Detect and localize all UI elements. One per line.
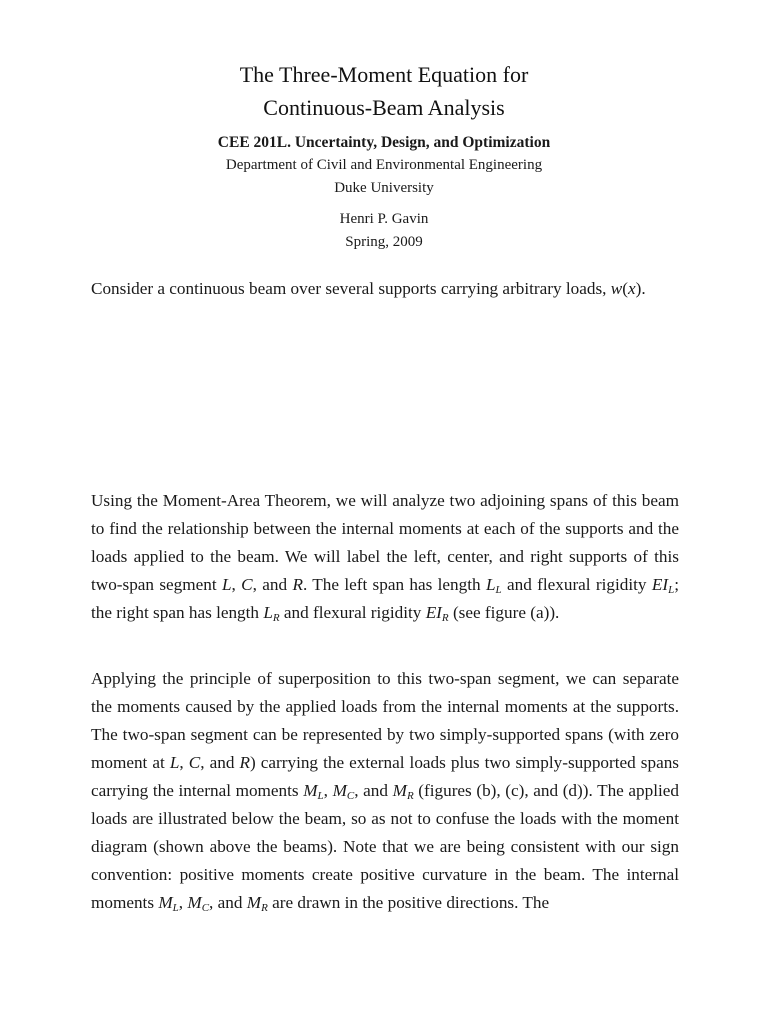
math-subscript: C	[201, 902, 210, 914]
paragraph-intro-text	[91, 275, 679, 303]
text-run: are drawn in the positive directions. The	[267, 893, 550, 912]
math-subscript: L	[495, 584, 502, 596]
math-subscript: L	[172, 902, 179, 914]
math-subscript: L	[317, 790, 324, 802]
figure-placeholder	[91, 340, 679, 480]
text-run: and flexural rigidity	[279, 603, 426, 622]
department: Department of Civil and Environmental Engineering	[225, 157, 543, 173]
paragraph-superposition	[91, 665, 679, 917]
text-run: ) carrying the external loads plus two simply-supported spans carrying the internal moments	[91, 753, 679, 800]
text-run: , and	[252, 575, 293, 594]
math-var: L	[169, 753, 180, 772]
math-subscript: L	[668, 584, 675, 596]
math-subscript: R	[272, 612, 280, 624]
math-var: R	[239, 753, 250, 772]
text-run: ; the right span has length	[91, 575, 679, 622]
title-line-1: The Three-Moment Equation for	[239, 62, 529, 87]
text-run: ,	[179, 753, 189, 772]
math-subscript: C	[346, 790, 355, 802]
university: Duke University	[334, 180, 434, 196]
title-block	[0, 58, 768, 254]
author: Henri P. Gavin	[339, 211, 429, 227]
math-var: x	[627, 279, 636, 298]
text-run: Applying the principle of superposition to this two-span segment, we can separate the moments caused by the applied loads from the internal moments at the supports. The two-span segment can be represented by two simply-supported spans (with zero moment at	[91, 669, 679, 772]
math-subscript: R	[406, 790, 414, 802]
math-var: w	[610, 279, 623, 298]
text-run: , and	[200, 753, 240, 772]
paragraph-intro	[91, 275, 679, 303]
text-run: and flexural rigidity	[501, 575, 652, 594]
paragraph-superposition-text	[91, 665, 679, 917]
text-run: ,	[323, 781, 333, 800]
math-var: C	[241, 575, 253, 594]
math-subscript: R	[261, 902, 268, 914]
math-var: L	[485, 575, 496, 594]
author-group	[0, 208, 768, 254]
text-run: Using the Moment-Area Theorem, we will analyze two adjoining spans of this beam to find the relationship between the internal moments at each of the supports and the loads applied to the beam. We will label the left, center, and right supports of this two-span segment	[91, 491, 679, 594]
math-var: M	[187, 893, 202, 912]
math-var: R	[292, 575, 303, 594]
math-subscript: R	[441, 612, 449, 624]
math-var: EI	[425, 603, 442, 622]
text-run: (see figure (a)).	[448, 603, 560, 622]
math-var: EI	[651, 575, 669, 594]
text-run: , and	[209, 893, 247, 912]
text-run: , and	[354, 781, 393, 800]
course-name: CEE 201L. Uncertainty, Design, and Optimization	[217, 134, 551, 151]
paragraph-moment-area-text	[91, 487, 679, 627]
paragraph-moment-area	[91, 487, 679, 627]
math-var: M	[303, 781, 318, 800]
math-var: L	[263, 603, 273, 622]
text-run: (	[622, 279, 628, 298]
math-var: L	[221, 575, 232, 594]
title-line-2: Continuous-Beam Analysis	[263, 95, 505, 120]
math-var: C	[188, 753, 201, 772]
math-var: M	[158, 893, 173, 912]
text-run: (figures (b), (c), and (d)). The applied loads are illustrated below the beam, so as not to confuse the loads with the moment diagram (shown above the beams). Note that we are being consistent with our sign convention: positive moments create positive curvature in the beam. The internal moments	[91, 781, 679, 912]
text-run: ).	[635, 279, 646, 298]
text-run: ,	[178, 893, 188, 912]
math-var: M	[392, 781, 407, 800]
text-run: ,	[231, 575, 242, 594]
math-var: M	[246, 893, 262, 912]
text-run: Consider a continuous beam over several supports carrying arbitrary loads,	[91, 279, 611, 298]
text-run: . The left span has length	[302, 575, 486, 594]
math-var: M	[332, 781, 347, 800]
term: Spring, 2009	[345, 234, 423, 250]
